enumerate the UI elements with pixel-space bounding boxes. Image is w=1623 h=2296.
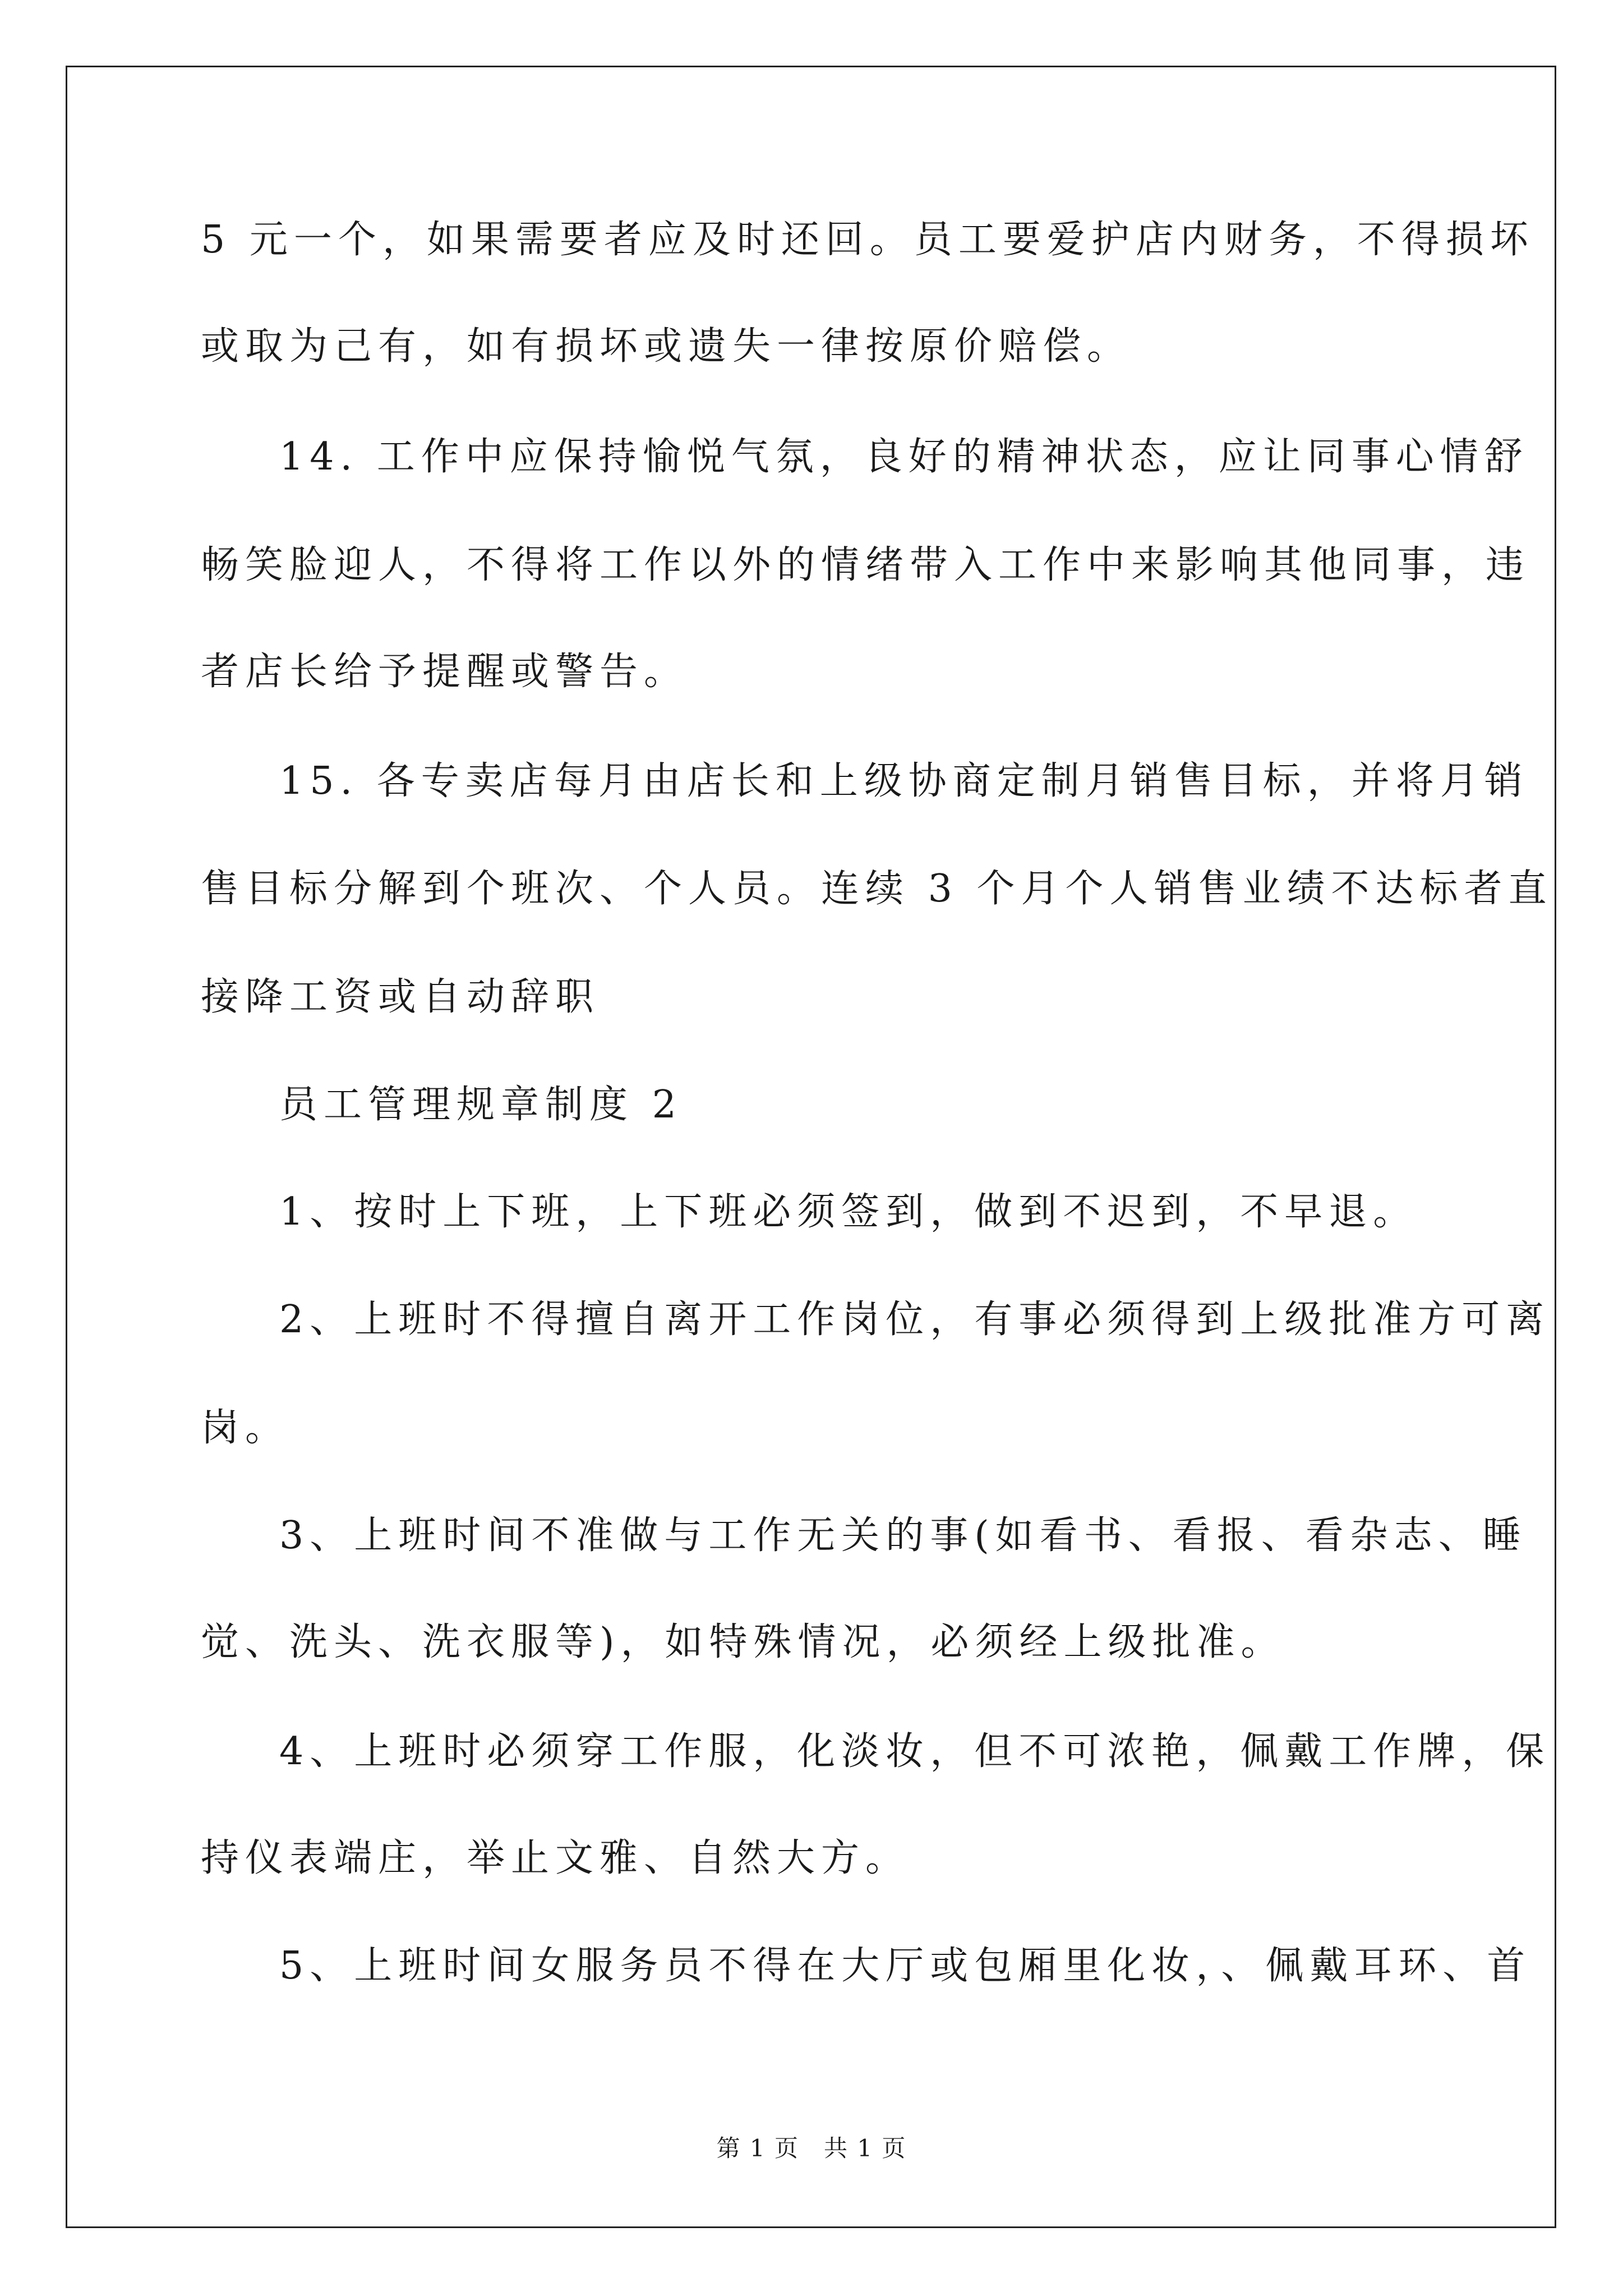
- rule-item-4: 4、上班时必须穿工作服，化淡妆，但不可浓艳，佩戴工作牌，保: [279, 1729, 1551, 1774]
- page-border: [66, 66, 1556, 2228]
- page-number-footer: 第 1 页 共 1 页: [716, 2134, 907, 2162]
- text-line: 者店长给予提醒或警告。: [201, 650, 689, 694]
- text-line: 售目标分解到个班次、个人员。连续 3 个月个人销售业绩不达标者直: [201, 867, 1553, 911]
- rule-item-3: 3、上班时间不准做与工作无关的事(如看书、看报、看杂志、睡: [279, 1513, 1527, 1558]
- paragraph-line-14: 14. 工作中应保持愉悦气氛，良好的精神状态，应让同事心情舒: [279, 435, 1529, 479]
- text-line: 或取为己有，如有损坏或遗失一律按原价赔偿。: [201, 324, 1132, 369]
- text-line: 接降工资或自动辞职: [201, 975, 600, 1019]
- rule-item-2: 2、上班时不得擅自离开工作岗位，有事必须得到上级批准方可离: [279, 1297, 1551, 1342]
- paragraph-line-15: 15. 各专卖店每月由店长和上级协商定制月销售目标，并将月销: [279, 759, 1529, 803]
- text-line: 持仪表端庄，举止文雅、自然大方。: [201, 1836, 910, 1880]
- text-line: 畅笑脸迎人，不得将工作以外的情绪带入工作中来影响其他同事，违: [201, 543, 1530, 587]
- section-heading: 员工管理规章制度 2: [279, 1083, 683, 1127]
- rule-item-5: 5、上班时间女服务员不得在大厅或包厢里化妆，、佩戴耳环、首: [279, 1944, 1532, 1988]
- text-line: 岗。: [201, 1406, 290, 1450]
- text-line: 觉、洗头、洗衣服等)，如特殊情况，必须经上级批准。: [201, 1620, 1285, 1664]
- text-line: 5 元一个，如果需要者应及时还回。员工要爱护店内财务，不得损坏: [201, 218, 1534, 262]
- rule-item-1: 1、按时上下班，上下班必须签到，做到不迟到，不早退。: [279, 1190, 1418, 1234]
